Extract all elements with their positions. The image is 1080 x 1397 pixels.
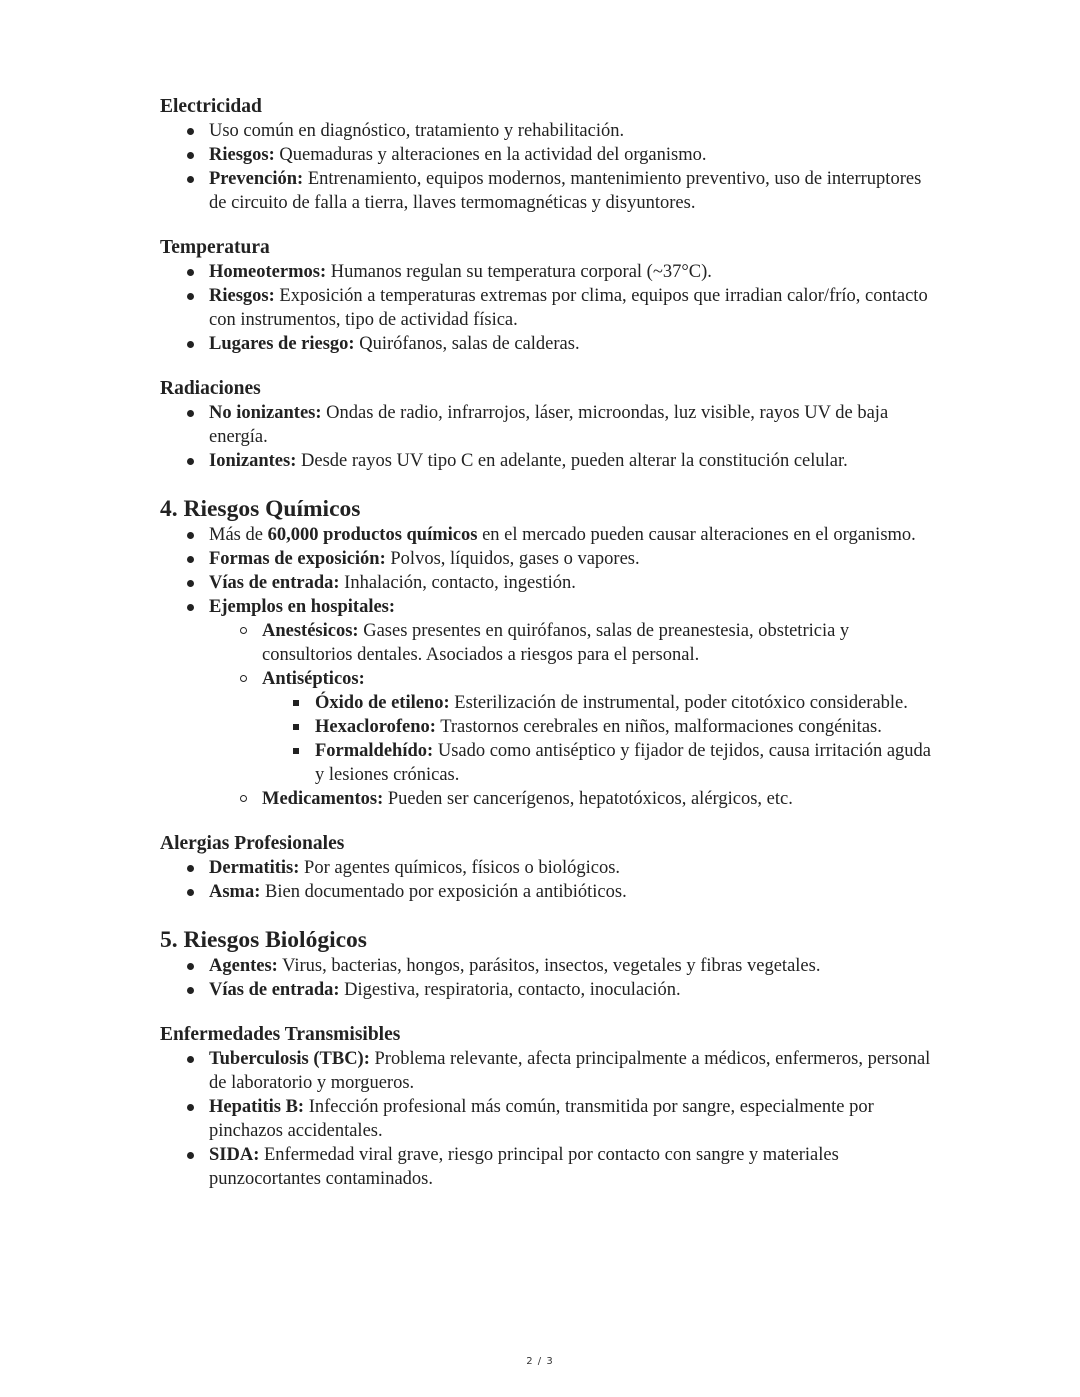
bullet-list-level-1: [160, 260, 940, 356]
item-text: Digestiva, respiratoria, contacto, inoculación.: [339, 980, 681, 1000]
section: [160, 494, 940, 811]
list-item: [160, 284, 940, 332]
page-number: 2 / 3: [526, 1356, 554, 1367]
item-text: Esterilización de instrumental, poder citotóxico considerable.: [449, 693, 908, 713]
bullet-list-level-1: [160, 954, 940, 1002]
list-item: [262, 739, 940, 787]
bullet-disc-icon: [187, 532, 194, 539]
item-label: No ionizantes:: [209, 403, 322, 423]
bullet-list-level-1: [160, 523, 940, 811]
list-item: [209, 787, 940, 811]
list-item: [160, 167, 940, 215]
item-text: Ondas de radio, infrarrojos, láser, microondas, luz visible, rayos UV de baja energía.: [209, 403, 889, 447]
item-label: Riesgos:: [209, 286, 275, 306]
item-label: Homeotermos:: [209, 262, 327, 282]
item-text: Exposición a temperaturas extremas por clima, equipos que irradian calor/frío, contacto con instrumentos, tipo de actividad física.: [209, 286, 928, 330]
bullet-disc-icon: [187, 1104, 194, 1111]
item-text: Humanos regulan su temperatura corporal (~37°C).: [326, 262, 712, 282]
item-label: Formas de exposición:: [209, 549, 386, 569]
section-heading: Temperatura: [160, 237, 270, 258]
list-item: [160, 143, 940, 167]
bullet-disc-icon: [187, 341, 194, 348]
bullet-disc-icon: [187, 1056, 194, 1063]
section-heading: Radiaciones: [160, 378, 261, 399]
list-item: [160, 119, 940, 143]
list-item: [160, 1095, 940, 1143]
list-item: [160, 856, 940, 880]
item-label: Hexaclorofeno:: [315, 717, 436, 737]
bullet-disc-icon: [187, 1152, 194, 1159]
section-heading: Electricidad: [160, 96, 262, 117]
list-item: [160, 880, 940, 904]
section-heading: 4. Riesgos Químicos: [160, 496, 361, 522]
section: [160, 377, 940, 473]
bullet-list-level-1: [160, 119, 940, 215]
item-text: Más de: [209, 525, 268, 545]
bullet-disc-icon: [187, 580, 194, 587]
bullet-disc-icon: [187, 269, 194, 276]
item-text: Infección profesional más común, transmitida por sangre, especialmente por pinchazos accidentales.: [209, 1097, 874, 1141]
section: [160, 832, 940, 904]
bullet-disc-icon: [187, 458, 194, 465]
bullet-disc-icon: [187, 865, 194, 872]
item-label: Vías de entrada:: [209, 980, 340, 1000]
item-label: Riesgos:: [209, 145, 275, 165]
item-text: Inhalación, contacto, ingestión.: [339, 573, 576, 593]
bullet-circle-icon: [240, 675, 247, 682]
list-item: [209, 619, 940, 667]
bullet-circle-icon: [240, 795, 247, 802]
bullet-list-level-3: [262, 691, 940, 787]
list-item: [160, 401, 940, 449]
list-item: [209, 667, 940, 787]
list-item: [262, 715, 940, 739]
list-item: [160, 1143, 940, 1191]
list-item: [160, 595, 940, 811]
item-text: Bien documentado por exposición a antibióticos.: [260, 882, 627, 902]
list-item: [262, 691, 940, 715]
bullet-disc-icon: [187, 963, 194, 970]
section-heading: Alergias Profesionales: [160, 833, 345, 854]
list-item: [160, 1047, 940, 1095]
section-heading: Enfermedades Transmisibles: [160, 1024, 401, 1045]
list-item: [160, 571, 940, 595]
bullet-list-level-2: [209, 619, 940, 811]
list-item: [160, 978, 940, 1002]
item-label: Tuberculosis (TBC):: [209, 1049, 370, 1069]
item-label: SIDA:: [209, 1145, 260, 1165]
item-label: Antisépticos:: [262, 669, 365, 689]
bullet-disc-icon: [187, 293, 194, 300]
item-label: Anestésicos:: [262, 621, 359, 641]
bullet-square-icon: [293, 700, 299, 706]
item-text: Por agentes químicos, físicos o biológicos.: [299, 858, 621, 878]
list-item: [160, 332, 940, 356]
bullet-disc-icon: [187, 556, 194, 563]
item-text: Gases presentes en quirófanos, salas de preanestesia, obstetricia y consultorios dentales. Asociados a riesgos para el personal.: [262, 621, 850, 665]
section: [160, 925, 940, 1002]
item-label: Medicamentos:: [262, 789, 384, 809]
item-label: 60,000 productos químicos: [267, 525, 478, 545]
item-text: Uso común en diagnóstico, tratamiento y rehabilitación.: [209, 121, 625, 141]
item-text: Quemaduras y alteraciones en la actividad del organismo.: [274, 145, 707, 165]
bullet-square-icon: [293, 748, 299, 754]
item-text: Trastornos cerebrales en niños, malformaciones congénitas.: [435, 717, 882, 737]
item-label: Prevención:: [209, 169, 304, 189]
document-body: [160, 95, 940, 1212]
item-text: Entrenamiento, equipos modernos, mantenimiento preventivo, uso de interruptores de circuito de falla a tierra, llaves termomagnéticas y disyuntores.: [209, 169, 922, 213]
section-heading: 5. Riesgos Biológicos: [160, 927, 367, 953]
item-label: Lugares de riesgo:: [209, 334, 355, 354]
item-label: Asma:: [209, 882, 261, 902]
item-label: Hepatitis B:: [209, 1097, 305, 1117]
item-label: Óxido de etileno:: [315, 693, 450, 713]
bullet-list-level-1: [160, 1047, 940, 1191]
bullet-disc-icon: [187, 128, 194, 135]
bullet-list-level-1: [160, 856, 940, 904]
bullet-disc-icon: [187, 152, 194, 159]
item-label: Formaldehído:: [315, 741, 434, 761]
list-item: [160, 523, 940, 547]
bullet-circle-icon: [240, 627, 247, 634]
item-text: Virus, bacterias, hongos, parásitos, insectos, vegetales y fibras vegetales.: [277, 956, 821, 976]
bullet-list-level-1: [160, 401, 940, 473]
bullet-disc-icon: [187, 176, 194, 183]
bullet-disc-icon: [187, 410, 194, 417]
item-text: Usado como antiséptico y fijador de tejidos, causa irritación aguda y lesiones crónicas.: [315, 741, 932, 785]
item-label: Ejemplos en hospitales:: [209, 597, 396, 617]
item-text: Polvos, líquidos, gases o vapores.: [385, 549, 640, 569]
section: [160, 1023, 940, 1191]
item-label: Dermatitis:: [209, 858, 300, 878]
list-item: [160, 954, 940, 978]
item-text: Problema relevante, afecta principalmente a médicos, enfermeros, personal de laboratorio y morgueros.: [209, 1049, 931, 1093]
list-item: [160, 449, 940, 473]
item-text: Enfermedad viral grave, riesgo principal por contacto con sangre y materiales punzocortantes contaminados.: [209, 1145, 839, 1189]
section: [160, 236, 940, 356]
list-item: [160, 260, 940, 284]
item-text: Pueden ser cancerígenos, hepatotóxicos, alérgicos, etc.: [383, 789, 793, 809]
item-text: Desde rayos UV tipo C en adelante, pueden alterar la constitución celular.: [296, 451, 848, 471]
bullet-disc-icon: [187, 889, 194, 896]
list-item: [160, 547, 940, 571]
item-label: Ionizantes:: [209, 451, 297, 471]
item-text: en el mercado pueden causar alteraciones en el organismo.: [477, 525, 916, 545]
section: [160, 95, 940, 215]
item-label: Vías de entrada:: [209, 573, 340, 593]
item-text: Quirófanos, salas de calderas.: [354, 334, 580, 354]
bullet-square-icon: [293, 724, 299, 730]
bullet-disc-icon: [187, 987, 194, 994]
item-label: Agentes:: [209, 956, 278, 976]
bullet-disc-icon: [187, 604, 194, 611]
